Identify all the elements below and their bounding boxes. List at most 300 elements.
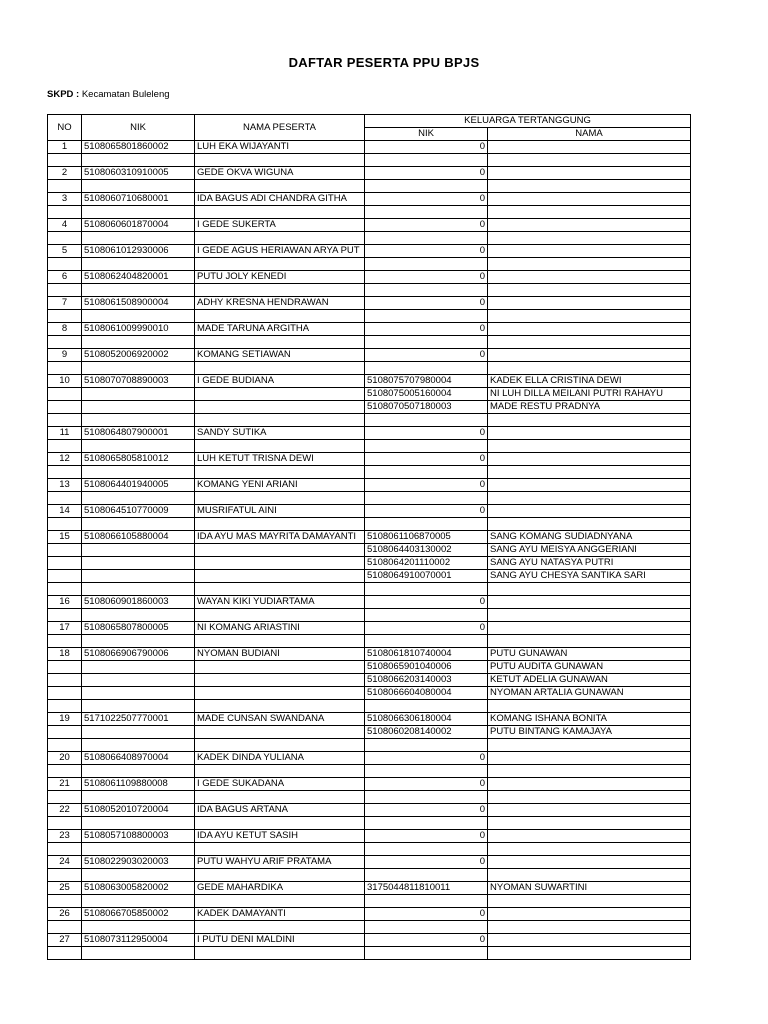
table-row <box>48 687 691 700</box>
header-no: NO <box>48 115 82 141</box>
spacer-row <box>48 414 691 427</box>
empty-cell <box>82 635 195 648</box>
participant-name: IDA AYU KETUT SASIH <box>195 830 365 843</box>
spacer-row <box>48 440 691 453</box>
empty-cell <box>82 570 195 583</box>
empty-cell <box>488 947 691 960</box>
spacer-row <box>48 609 691 622</box>
participant-no: 18 <box>48 648 82 661</box>
empty-cell <box>488 466 691 479</box>
empty-cell <box>48 674 82 687</box>
participant-name: NYOMAN BUDIANI <box>195 648 365 661</box>
participant-no: 11 <box>48 427 82 440</box>
empty-cell <box>82 947 195 960</box>
empty-cell <box>195 921 365 934</box>
family-name <box>488 323 691 336</box>
empty-cell <box>488 206 691 219</box>
empty-cell <box>48 232 82 245</box>
participant-name: MADE TARUNA ARGITHA <box>195 323 365 336</box>
participant-name: LUH EKA WIJAYANTI <box>195 141 365 154</box>
empty-cell <box>195 687 365 700</box>
participant-name: KADEK DINDA YULIANA <box>195 752 365 765</box>
family-name: MADE RESTU PRADNYA <box>488 401 691 414</box>
empty-cell <box>488 232 691 245</box>
family-name: NYOMAN SUWARTINI <box>488 882 691 895</box>
empty-cell <box>48 557 82 570</box>
family-nik: 5108064910070001 <box>365 570 488 583</box>
family-name <box>488 479 691 492</box>
table-row <box>48 388 691 401</box>
family-nik: 5108064403130002 <box>365 544 488 557</box>
empty-cell <box>488 492 691 505</box>
empty-cell <box>365 440 488 453</box>
family-nik: 5108075005160004 <box>365 388 488 401</box>
skpd-line <box>47 89 170 100</box>
empty-cell <box>82 557 195 570</box>
empty-cell <box>488 518 691 531</box>
empty-cell <box>82 232 195 245</box>
empty-cell <box>82 258 195 271</box>
participant-no: 9 <box>48 349 82 362</box>
participant-no: 22 <box>48 804 82 817</box>
empty-cell <box>195 570 365 583</box>
table-row <box>48 479 691 492</box>
empty-cell <box>488 843 691 856</box>
family-name <box>488 908 691 921</box>
participant-nik: 5108052006920002 <box>82 349 195 362</box>
family-name <box>488 856 691 869</box>
participant-nik: 5108061508900004 <box>82 297 195 310</box>
participant-no: 8 <box>48 323 82 336</box>
family-nik: 5108061106870005 <box>365 531 488 544</box>
empty-cell <box>365 414 488 427</box>
empty-cell <box>195 518 365 531</box>
family-nik: 0 <box>365 167 488 180</box>
empty-cell <box>365 921 488 934</box>
table-row <box>48 934 691 947</box>
participant-name: ADHY KRESNA HENDRAWAN <box>195 297 365 310</box>
table-row <box>48 531 691 544</box>
empty-cell <box>48 739 82 752</box>
empty-cell <box>82 791 195 804</box>
family-name <box>488 453 691 466</box>
family-name: SANG AYU NATASYA PUTRI <box>488 557 691 570</box>
empty-cell <box>48 609 82 622</box>
empty-cell <box>48 154 82 167</box>
empty-cell <box>488 765 691 778</box>
empty-cell <box>195 791 365 804</box>
header-family-nik: NIK <box>365 128 488 141</box>
empty-cell <box>195 609 365 622</box>
family-nik: 5108064201110002 <box>365 557 488 570</box>
family-name <box>488 271 691 284</box>
empty-cell <box>48 518 82 531</box>
empty-cell <box>82 362 195 375</box>
empty-cell <box>488 440 691 453</box>
spacer-row <box>48 232 691 245</box>
empty-cell <box>82 206 195 219</box>
participant-name: LUH KETUT TRISNA DEWI <box>195 453 365 466</box>
family-nik: 0 <box>365 934 488 947</box>
empty-cell <box>365 583 488 596</box>
empty-cell <box>195 869 365 882</box>
empty-cell <box>48 570 82 583</box>
empty-cell <box>365 895 488 908</box>
table-row <box>48 882 691 895</box>
empty-cell <box>365 206 488 219</box>
family-nik: 0 <box>365 323 488 336</box>
participant-nik: 5108061109880008 <box>82 778 195 791</box>
participant-name: MUSRIFATUL AINI <box>195 505 365 518</box>
empty-cell <box>82 726 195 739</box>
family-nik: 0 <box>365 271 488 284</box>
empty-cell <box>82 869 195 882</box>
empty-cell <box>48 206 82 219</box>
empty-cell <box>488 284 691 297</box>
table-row <box>48 427 691 440</box>
empty-cell <box>48 440 82 453</box>
participant-no: 10 <box>48 375 82 388</box>
empty-cell <box>48 310 82 323</box>
family-nik: 0 <box>365 453 488 466</box>
family-nik: 0 <box>365 219 488 232</box>
empty-cell <box>488 869 691 882</box>
participant-no: 20 <box>48 752 82 765</box>
family-nik: 5108065901040006 <box>365 661 488 674</box>
table-row <box>48 648 691 661</box>
participant-name: GEDE OKVA WIGUNA <box>195 167 365 180</box>
empty-cell <box>48 947 82 960</box>
empty-cell <box>48 817 82 830</box>
empty-cell <box>195 583 365 596</box>
family-nik: 0 <box>365 427 488 440</box>
empty-cell <box>195 362 365 375</box>
empty-cell <box>48 466 82 479</box>
empty-cell <box>48 388 82 401</box>
participant-no: 21 <box>48 778 82 791</box>
empty-cell <box>365 232 488 245</box>
empty-cell <box>195 492 365 505</box>
table-row <box>48 622 691 635</box>
table-row <box>48 297 691 310</box>
participant-name: IDA BAGUS ADI CHANDRA GITHA <box>195 193 365 206</box>
empty-cell <box>82 401 195 414</box>
participant-name: GEDE MAHARDIKA <box>195 882 365 895</box>
spacer-row <box>48 739 691 752</box>
participant-nik: 5108060901860003 <box>82 596 195 609</box>
empty-cell <box>365 362 488 375</box>
spacer-row <box>48 180 691 193</box>
empty-cell <box>195 466 365 479</box>
empty-cell <box>365 284 488 297</box>
family-nik: 0 <box>365 193 488 206</box>
participant-no: 1 <box>48 141 82 154</box>
empty-cell <box>195 635 365 648</box>
empty-cell <box>488 700 691 713</box>
header-nama-peserta: NAMA PESERTA <box>195 115 365 141</box>
participant-name: IDA AYU MAS MAYRITA DAMAYANTI <box>195 531 365 544</box>
empty-cell <box>48 362 82 375</box>
participant-no: 27 <box>48 934 82 947</box>
participant-name: I PUTU DENI MALDINI <box>195 934 365 947</box>
spacer-row <box>48 791 691 804</box>
participant-no: 7 <box>48 297 82 310</box>
empty-cell <box>195 258 365 271</box>
empty-cell <box>82 518 195 531</box>
family-nik: 5108066306180004 <box>365 713 488 726</box>
participant-no: 13 <box>48 479 82 492</box>
empty-cell <box>195 843 365 856</box>
empty-cell <box>488 310 691 323</box>
participant-nik: 5108063005820002 <box>82 882 195 895</box>
empty-cell <box>195 310 365 323</box>
empty-cell <box>82 609 195 622</box>
empty-cell <box>365 336 488 349</box>
family-name <box>488 193 691 206</box>
participant-name: MADE CUNSAN SWANDANA <box>195 713 365 726</box>
empty-cell <box>195 674 365 687</box>
table-row <box>48 219 691 232</box>
empty-cell <box>195 544 365 557</box>
table-row <box>48 557 691 570</box>
participant-no: 12 <box>48 453 82 466</box>
table-row <box>48 908 691 921</box>
family-nik: 0 <box>365 596 488 609</box>
family-name <box>488 245 691 258</box>
family-nik: 0 <box>365 778 488 791</box>
participant-no: 16 <box>48 596 82 609</box>
empty-cell <box>365 258 488 271</box>
empty-cell <box>82 544 195 557</box>
header-keluarga-tertanggung: KELUARGA TERTANGGUNG <box>365 115 691 128</box>
family-name <box>488 778 691 791</box>
family-nik: 5108066604080004 <box>365 687 488 700</box>
table-row <box>48 804 691 817</box>
empty-cell <box>365 700 488 713</box>
participant-no: 4 <box>48 219 82 232</box>
family-nik: 0 <box>365 245 488 258</box>
empty-cell <box>195 557 365 570</box>
empty-cell <box>48 661 82 674</box>
empty-cell <box>365 518 488 531</box>
participant-nik: 5108060310910005 <box>82 167 195 180</box>
empty-cell <box>365 154 488 167</box>
empty-cell <box>488 414 691 427</box>
spacer-row <box>48 765 691 778</box>
empty-cell <box>82 739 195 752</box>
family-name <box>488 219 691 232</box>
empty-cell <box>82 388 195 401</box>
empty-cell <box>365 791 488 804</box>
participant-name: WAYAN KIKI YUDIARTAMA <box>195 596 365 609</box>
empty-cell <box>488 739 691 752</box>
empty-cell <box>195 180 365 193</box>
family-name: PUTU GUNAWAN <box>488 648 691 661</box>
table-row <box>48 193 691 206</box>
participant-no: 25 <box>48 882 82 895</box>
empty-cell <box>82 817 195 830</box>
empty-cell <box>82 466 195 479</box>
participant-nik: 5108066705850002 <box>82 908 195 921</box>
table-row <box>48 661 691 674</box>
participant-nik: 5108060710680001 <box>82 193 195 206</box>
empty-cell <box>82 700 195 713</box>
empty-cell <box>195 947 365 960</box>
participant-name: KOMANG SETIAWAN <box>195 349 365 362</box>
participant-no: 5 <box>48 245 82 258</box>
empty-cell <box>488 362 691 375</box>
family-nik: 0 <box>365 141 488 154</box>
spacer-row <box>48 921 691 934</box>
participant-name: IDA BAGUS ARTANA <box>195 804 365 817</box>
table-row <box>48 830 691 843</box>
participant-nik: 5108065807800005 <box>82 622 195 635</box>
participant-name: I GEDE BUDIANA <box>195 375 365 388</box>
participant-nik: 5108057108800003 <box>82 830 195 843</box>
empty-cell <box>195 700 365 713</box>
empty-cell <box>488 583 691 596</box>
empty-cell <box>48 284 82 297</box>
empty-cell <box>48 921 82 934</box>
participant-name: KADEK DAMAYANTI <box>195 908 365 921</box>
empty-cell <box>48 765 82 778</box>
participant-nik: 5108061012930006 <box>82 245 195 258</box>
empty-cell <box>195 895 365 908</box>
participant-no: 14 <box>48 505 82 518</box>
participant-no: 3 <box>48 193 82 206</box>
table-row <box>48 323 691 336</box>
spacer-row <box>48 336 691 349</box>
participant-no: 19 <box>48 713 82 726</box>
table-body <box>48 141 691 960</box>
empty-cell <box>48 492 82 505</box>
participant-name: PUTU JOLY KENEDI <box>195 271 365 284</box>
participant-no: 15 <box>48 531 82 544</box>
family-name: NI LUH DILLA MEILANI PUTRI RAHAYU <box>488 388 691 401</box>
empty-cell <box>48 635 82 648</box>
family-nik: 0 <box>365 479 488 492</box>
family-nik: 0 <box>365 622 488 635</box>
empty-cell <box>365 869 488 882</box>
empty-cell <box>365 492 488 505</box>
empty-cell <box>488 154 691 167</box>
table-row <box>48 570 691 583</box>
participant-name: I GEDE SUKADANA <box>195 778 365 791</box>
empty-cell <box>488 609 691 622</box>
empty-cell <box>48 583 82 596</box>
participant-nik: 5108061009990010 <box>82 323 195 336</box>
spacer-row <box>48 362 691 375</box>
empty-cell <box>48 180 82 193</box>
table-row <box>48 349 691 362</box>
empty-cell <box>48 336 82 349</box>
family-nik: 5108070507180003 <box>365 401 488 414</box>
family-name: KETUT ADELIA GUNAWAN <box>488 674 691 687</box>
family-name: NYOMAN ARTALIA GUNAWAN <box>488 687 691 700</box>
participant-name: KOMANG YENI ARIANI <box>195 479 365 492</box>
empty-cell <box>82 180 195 193</box>
empty-cell <box>195 661 365 674</box>
table-row <box>48 752 691 765</box>
spacer-row <box>48 700 691 713</box>
empty-cell <box>195 765 365 778</box>
family-name <box>488 141 691 154</box>
empty-cell <box>82 921 195 934</box>
family-nik: 3175044811810011 <box>365 882 488 895</box>
participant-nik: 5108066906790006 <box>82 648 195 661</box>
participant-table <box>47 114 691 960</box>
participant-nik: 5108064510770009 <box>82 505 195 518</box>
skpd-value: Kecamatan Buleleng <box>81 89 170 100</box>
family-nik: 0 <box>365 752 488 765</box>
empty-cell <box>365 635 488 648</box>
empty-cell <box>195 388 365 401</box>
spacer-row <box>48 947 691 960</box>
empty-cell <box>488 258 691 271</box>
family-name: SANG AYU MEISYA ANGGERIANI <box>488 544 691 557</box>
participant-no: 17 <box>48 622 82 635</box>
family-name <box>488 622 691 635</box>
empty-cell <box>48 414 82 427</box>
header-family-nama: NAMA <box>488 128 691 141</box>
table-row <box>48 856 691 869</box>
participant-nik: 5108065805810012 <box>82 453 195 466</box>
empty-cell <box>365 310 488 323</box>
empty-cell <box>365 609 488 622</box>
empty-cell <box>195 440 365 453</box>
participant-no: 2 <box>48 167 82 180</box>
empty-cell <box>488 817 691 830</box>
spacer-row <box>48 635 691 648</box>
empty-cell <box>82 661 195 674</box>
empty-cell <box>195 154 365 167</box>
family-nik: 0 <box>365 804 488 817</box>
family-nik: 5108066203140003 <box>365 674 488 687</box>
empty-cell <box>195 401 365 414</box>
empty-cell <box>48 700 82 713</box>
empty-cell <box>48 258 82 271</box>
participant-name: I GEDE SUKERTA <box>195 219 365 232</box>
family-nik: 5108061810740004 <box>365 648 488 661</box>
table-row <box>48 271 691 284</box>
document-title: DAFTAR PESERTA PPU BPJS <box>288 55 480 70</box>
participant-name: I GEDE AGUS HERIAWAN ARYA PUT <box>195 245 365 258</box>
empty-cell <box>365 180 488 193</box>
empty-cell <box>488 921 691 934</box>
family-nik: 0 <box>365 297 488 310</box>
table-row <box>48 141 691 154</box>
family-name <box>488 297 691 310</box>
participant-no: 6 <box>48 271 82 284</box>
table-row <box>48 453 691 466</box>
spacer-row <box>48 284 691 297</box>
family-name: PUTU BINTANG KAMAJAYA <box>488 726 691 739</box>
empty-cell <box>48 726 82 739</box>
table-row <box>48 596 691 609</box>
empty-cell <box>82 895 195 908</box>
spacer-row <box>48 869 691 882</box>
empty-cell <box>488 180 691 193</box>
family-name <box>488 349 691 362</box>
spacer-row <box>48 258 691 271</box>
participant-nik: 5108060601870004 <box>82 219 195 232</box>
family-nik: 0 <box>365 830 488 843</box>
table-row <box>48 674 691 687</box>
participant-nik: 5171022507770001 <box>82 713 195 726</box>
empty-cell <box>365 739 488 752</box>
empty-cell <box>195 336 365 349</box>
empty-cell <box>195 284 365 297</box>
